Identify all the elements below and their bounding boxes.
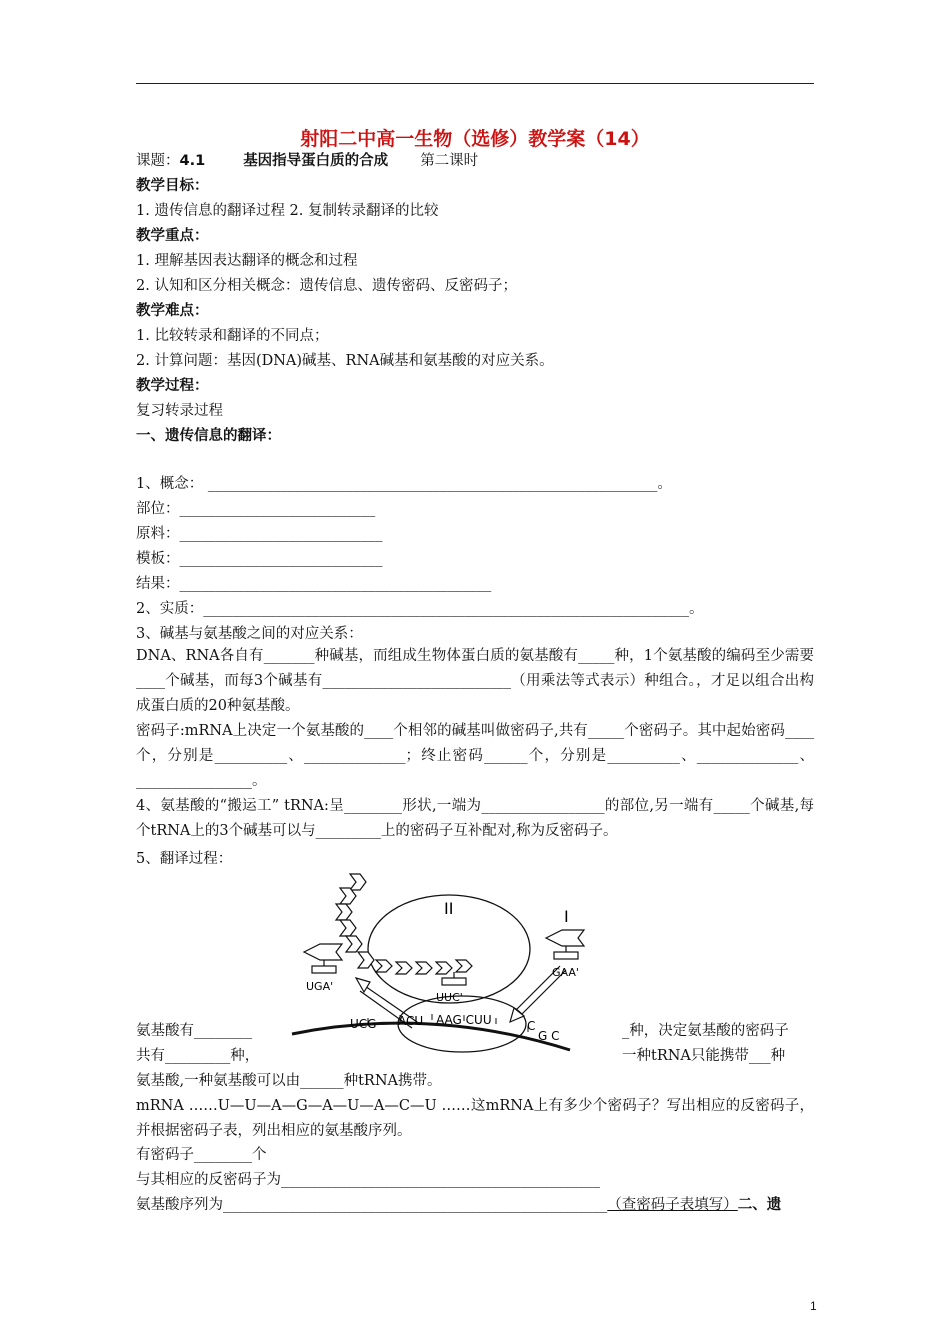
codon-aag-cuu: AAG CUU: [436, 1013, 492, 1027]
codon-ucg: UCG: [350, 1017, 377, 1031]
goals-heading: 教学目标：: [136, 178, 209, 194]
bases-gc: G C: [538, 1029, 560, 1043]
aa-sequence-blank: 氨基酸序列为_____________________________________________________: [136, 1197, 608, 1213]
trna-entering: [546, 930, 584, 959]
top-rule: [136, 83, 814, 84]
section-1-heading: 一、遗传信息的翻译：: [136, 428, 281, 444]
ribosome-site-2-label: II: [444, 899, 454, 918]
lesson-topic: 基因指导蛋白质的合成: [243, 153, 389, 169]
concept-blank: 1、概念： ______________________________________________________________。: [136, 476, 672, 492]
anticodon-uuc: UUC': [436, 991, 463, 1004]
translation-diagram: [280, 866, 630, 1066]
aa-count-left: 氨基酸有________: [136, 1023, 252, 1039]
trna-paragraph: 4、氨基酸的“搬运工” tRNA:呈________形状,一端为_________________的部位,另一端有_____个碱基,每个tRNA上的3个碱基可以与_________上的密码子互补配对,称为反密码子。: [136, 798, 814, 839]
anticodon-uga: UGA': [306, 980, 334, 993]
aa-sequence-note: （查密码子表填写）: [607, 1197, 738, 1213]
lesson-label: 课题：: [136, 153, 180, 169]
process-heading: 教学过程：: [136, 378, 209, 394]
trna-carry-line: 氨基酸,一种氨基酸可以由______种tRNA携带。: [136, 1073, 442, 1089]
result-blank: 结果：___________________________________________: [136, 576, 492, 592]
relation-paragraph: DNA、RNA各自有_______种碱基，而组成生物体蛋白质的氨基酸有_____种，1个氨基酸的编码至少需要____个碱基，而每3个碱基有__________________________（用乘法等式表示）种组合。，才足以组合出构成蛋白质的20种氨基酸。: [136, 648, 814, 714]
lesson-line: [136, 152, 478, 170]
material-blank: 原料：____________________________: [136, 526, 383, 542]
codon-paragraph: 密码子:mRNA上决定一个氨基酸的____个相邻的碱基叫做密码子,共有_____个密码子。其中起始密码____个，分别是__________、______________；终止密码______个，分别是__________、______________、________________。: [136, 723, 814, 789]
review-line: 复习转录过程: [136, 403, 223, 419]
codon-count-left: 共有_________种，: [136, 1048, 260, 1064]
difficulty-line-2: 2. 计算问题：基因(DNA)碱基、RNA碱基和氨基酸的对应关系。: [136, 353, 554, 369]
codon-count-right: 一种tRNA只能携带___种: [622, 1048, 786, 1064]
page-title: 射阳二中高一生物（选修）教学案（14）: [300, 128, 650, 150]
aa-count-right: _种，决定氨基酸的密码子: [622, 1023, 789, 1039]
relation-title: 3、碱基与氨基酸之间的对应关系：: [136, 626, 363, 642]
goals-line-1: 1. 遗传信息的翻译过程 2. 复制转录翻译的比较: [136, 203, 439, 219]
process-title: 5、翻译过程：: [136, 851, 233, 867]
difficulty-heading: 教学难点：: [136, 303, 209, 319]
essence-blank: 2、实质：___________________________________________________________________。: [136, 601, 704, 617]
lesson-number: 4.1: [179, 153, 206, 169]
codon-number-blank: 有密码子________个: [136, 1147, 267, 1163]
difficulty-line-1: 1. 比较转录和翻译的不同点；: [136, 328, 329, 344]
site-blank: 部位：___________________________: [136, 501, 376, 517]
template-blank: 模板：____________________________: [136, 551, 383, 567]
focus-line-1: 1. 理解基因表达翻译的概念和过程: [136, 253, 358, 269]
page-number: 1: [810, 1299, 817, 1313]
peptide-chain: [336, 874, 472, 974]
aa-sequence-line: [136, 1196, 781, 1214]
anticodon-gaa: GAA': [552, 966, 579, 979]
focus-heading: 教学重点：: [136, 228, 209, 244]
trna-leaving: [304, 944, 342, 973]
anticodon-blank: 与其相应的反密码子为____________________________________________: [136, 1172, 600, 1188]
base-c: C: [527, 1019, 536, 1033]
ribosome-site-1-label: I: [564, 907, 569, 926]
focus-line-2: 2. 认知和区分相关概念：遗传信息、遗传密码、反密码子；: [136, 278, 517, 294]
codon-acu: ACU: [398, 1014, 424, 1028]
next-section-heading: 二、遗: [737, 1197, 782, 1213]
lesson-period: 第二课时: [420, 153, 479, 169]
mrna-question: mRNA ……U—U—A—G—A—U—A—C—U ……这mRNA上有多少个密码子？写出相应的反密码子，并根据密码子表，列出相应的氨基酸序列。: [136, 1098, 814, 1139]
